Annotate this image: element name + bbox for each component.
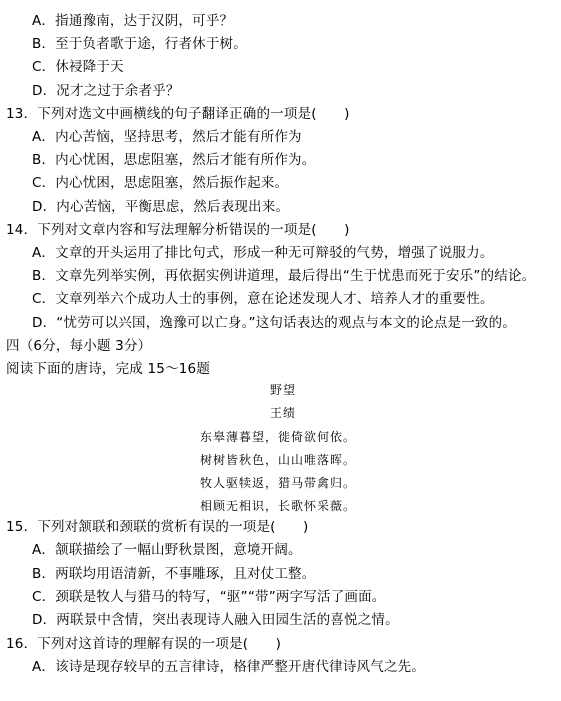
answer-option: A．内心苦恼，坚持思考，然后才能有所作为 [32,129,302,145]
poem-line: 树树皆秋色，山山唯落晖。 [200,453,357,467]
question-text: 16．下列对这首诗的理解有误的一项是( ) [6,635,282,652]
poem-line: 牧人驱犊返，猎马带禽归。 [200,476,357,490]
answer-option: C．文章列举六个成功人士的事例，意在论述发现人才、培养人才的重要性。 [32,291,494,308]
answer-option: A．指通豫南，达于汉阴，可乎？ [32,13,234,29]
question-text: 阅读下面的唐诗，完成 15～16题 [6,361,211,377]
answer-option: B．至于负者歌于途，行者休于树。 [32,36,247,53]
answer-option: C．休祲降于天 [32,59,124,76]
answer-option: C．内心忧困，思虑阻塞，然后振作起来。 [32,175,289,192]
answer-option: D．内心苦恼，平衡思虑，然后表现出来。 [32,198,290,215]
answer-option: D．况才之过于余者乎？ [32,82,180,99]
answer-option: A．颔联描绘了一幅山野秋景图，意境开阔。 [32,542,302,559]
question-text: 四（6分，每小题 3分） [6,337,152,354]
poem-title: 野望 [270,383,297,397]
answer-option: B．两联均用语清新，不事雕琢，且对仗工整。 [32,565,316,582]
answer-option: C．颈联是牧人与猎马的特写，“驱”“带”两字写活了画面。 [32,588,386,605]
question-text: 13．下列对选文中画横线的句子翻译正确的一项是( ) [6,105,350,122]
answer-option: A．该诗是现存较早的五言律诗，格律严整开唐代律诗风气之先。 [32,658,426,675]
question-text: 14．下列对文章内容和写法理解分析错误的一项是( ) [6,221,350,238]
answer-option: A．文章的开头运用了排比句式，形成一种无可辩驳的气势，增强了说服力。 [32,245,494,261]
answer-option: D．两联景中含情，突出表现诗人融入田园生活的喜悦之情。 [32,612,399,629]
poem-line: 相顾无相识，长歌怀采薇。 [200,499,357,513]
poem-line: 东皋薄暮望，徙倚欲何依。 [200,430,357,444]
answer-option: B．文章先列举实例，再依据实例讲道理，最后得出“生于忧患而死于安乐”的结论。 [32,268,536,285]
poem-author: 王绩 [270,406,297,420]
answer-option: B．内心忧困，思虑阻塞，然后才能有所作为。 [32,152,316,169]
question-text: 15．下列对颔联和颈联的赏析有误的一项是( ) [6,519,309,535]
answer-option: D．“忧劳可以兴国，逸豫可以亡身。”这句话表达的观点与本文的论点是一致的。 [32,314,517,331]
